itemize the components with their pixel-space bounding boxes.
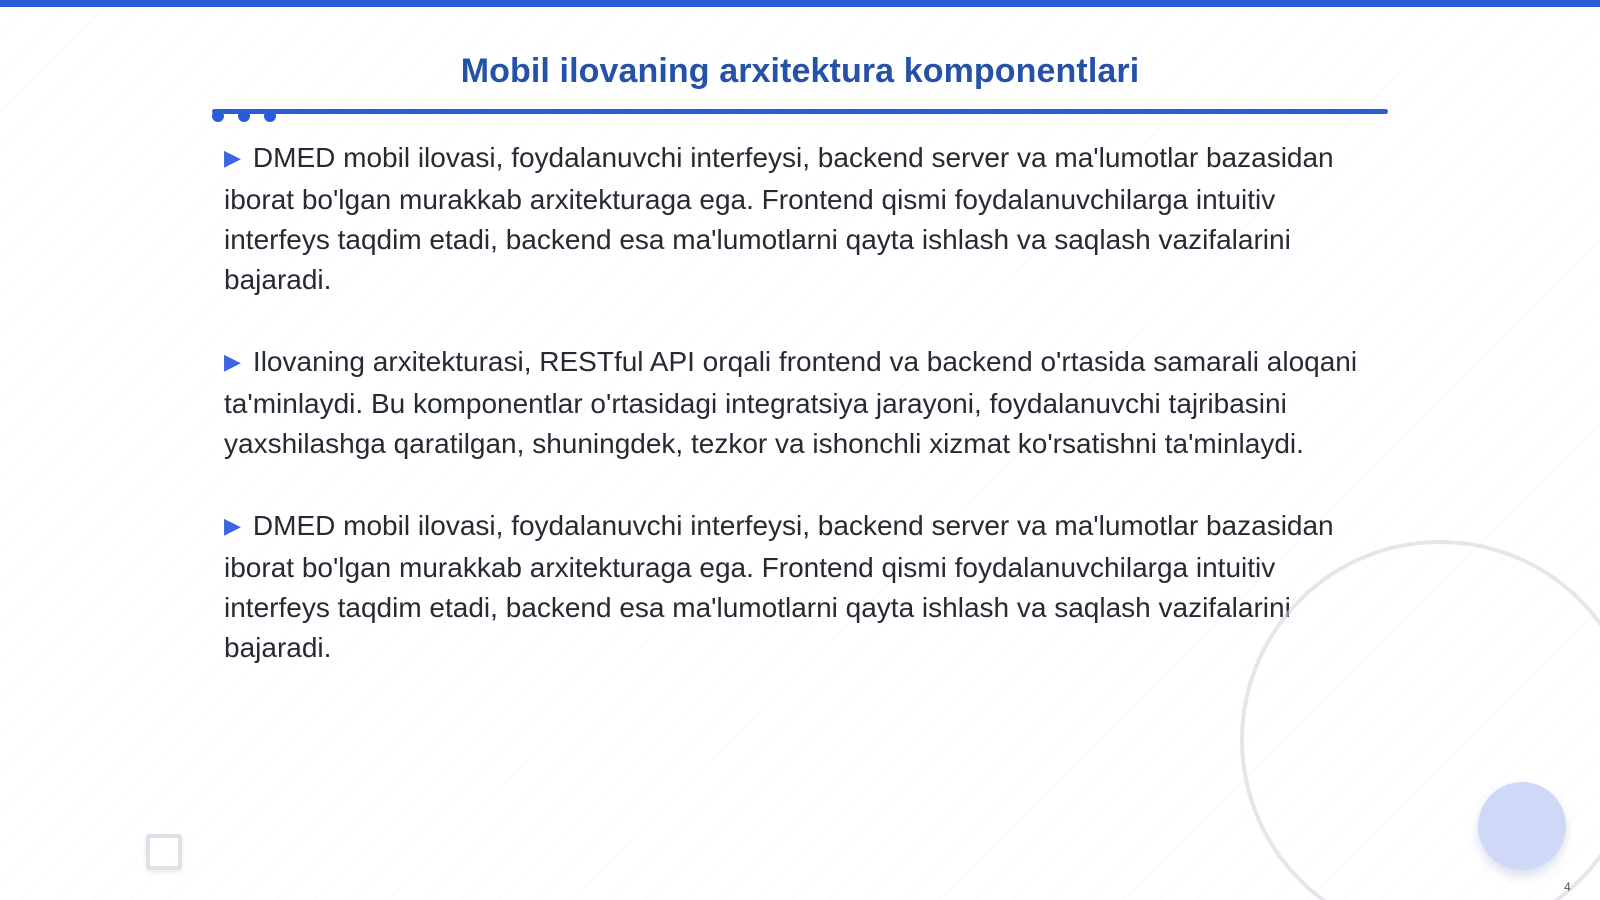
top-accent-bar (0, 0, 1600, 7)
bullet-item (224, 138, 1384, 300)
decorative-square (146, 834, 182, 870)
triangle-right-icon: ▶ (224, 145, 241, 170)
bullet-item (224, 506, 1384, 668)
bullet-text: DMED mobil ilovasi, foydalanuvchi interfeysi, backend server va ma'lumotlar bazasidan iborat bo'lgan murakkab arxitekturaga ega. Frontend qismi foydalanuvchilarga intuitiv interfeys taqdim etadi, backend esa ma'lumotlarni qayta ishlash va saqlash vazifalarini bajaradi. (224, 510, 1334, 663)
decorative-dot (238, 110, 250, 122)
slide-title: Mobil ilovaning arxitektura komponentlari (460, 52, 1140, 90)
page-number: 4 (1564, 880, 1571, 894)
bullet-text: DMED mobil ilovasi, foydalanuvchi interfeysi, backend server va ma'lumotlar bazasidan iborat bo'lgan murakkab arxitekturaga ega. Frontend qismi foydalanuvchilarga intuitiv interfeys taqdim etadi, backend esa ma'lumotlarni qayta ishlash va saqlash vazifalarini bajaradi. (224, 142, 1334, 295)
decorative-dot (212, 110, 224, 122)
triangle-right-icon: ▶ (224, 349, 241, 374)
triangle-right-icon: ▶ (224, 513, 241, 538)
bullet-list (224, 138, 1384, 710)
decorative-circle-filled (1478, 782, 1566, 870)
bullet-item (224, 342, 1384, 464)
bullet-text: Ilovaning arxitekturasi, RESTful API orqali frontend va backend o'rtasida samarali aloqani ta'minlaydi. Bu komponentlar o'rtasidagi integratsiya jarayoni, foydalanuvchi tajribasini yaxshilashga qaratilgan, shuningdek, tezkor va ishonchli xizmat ko'rsatishni ta'minlaydi. (224, 346, 1358, 459)
decorative-dot (264, 110, 276, 122)
title-underline (212, 109, 1388, 114)
